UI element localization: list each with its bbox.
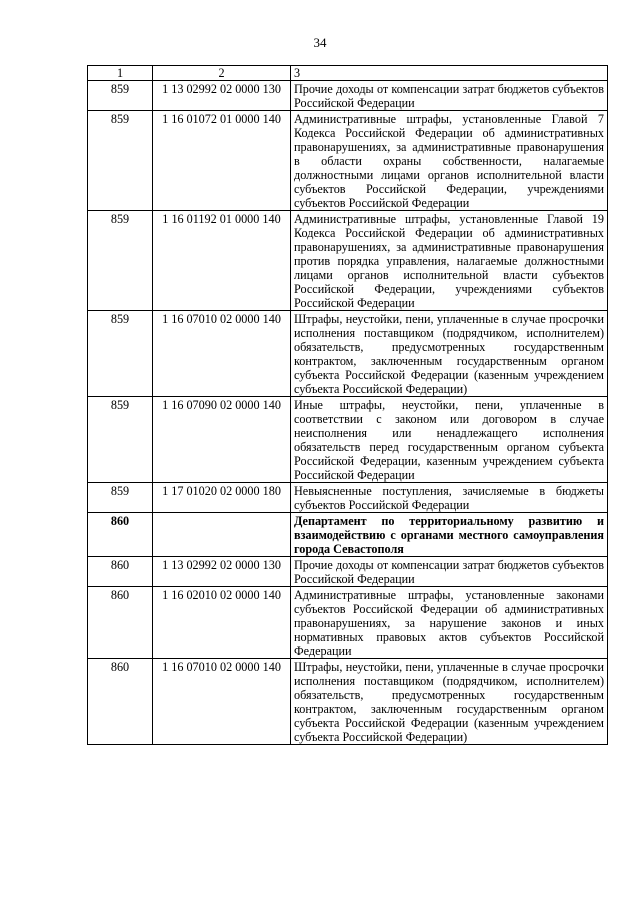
admin-code-cell: 859: [88, 211, 153, 311]
header-cell-1: 1: [88, 66, 153, 81]
header-cell-2: 2: [153, 66, 291, 81]
admin-code-cell: 859: [88, 81, 153, 111]
revenue-code-cell: 1 17 01020 02 0000 180: [153, 483, 291, 513]
description-cell: Прочие доходы от компенсации затрат бюджетов субъектов Российской Федерации: [291, 557, 608, 587]
description-cell: Иные штрафы, неустойки, пени, уплаченные в соответствии с законом или договором в случае неисполнения или ненадлежащего исполнения обязательств перед государственным органом субъекта Российской Федерации, казенным учреждением субъекта Российской Федерации: [291, 397, 608, 483]
admin-code-cell: 859: [88, 397, 153, 483]
revenue-code-cell: 1 16 07090 02 0000 140: [153, 397, 291, 483]
description-cell: Департамент по территориальному развитию и взаимодействию с органами местного самоуправления города Севастополя: [291, 513, 608, 557]
table-row: [88, 659, 608, 745]
revenue-code-cell: [153, 513, 291, 557]
table-body: [88, 66, 608, 745]
table-header-row: [88, 66, 608, 81]
page-number: 34: [313, 35, 327, 50]
revenue-code-cell: 1 13 02992 02 0000 130: [153, 557, 291, 587]
table-row: [88, 111, 608, 211]
description-cell: Штрафы, неустойки, пени, уплаченные в случае просрочки исполнения поставщиком (подрядчиком, исполнителем) обязательств, предусмотренных государственным контрактом, заключенным государственным органом субъекта Российской Федерации (казенным учреждением субъекта Российской Федерации): [291, 659, 608, 745]
description-cell: Административные штрафы, установленные законами субъектов Российской Федерации об административных правонарушениях, за нарушение законов и иных нормативных правовых актов субъектов Российской Федерации: [291, 587, 608, 659]
revenue-code-cell: 1 13 02992 02 0000 130: [153, 81, 291, 111]
admin-code-cell: 860: [88, 659, 153, 745]
admin-code-cell: 860: [88, 513, 153, 557]
admin-code-cell: 860: [88, 557, 153, 587]
description-cell: Штрафы, неустойки, пени, уплаченные в случае просрочки исполнения поставщиком (подрядчиком, исполнителем) обязательств, предусмотренных государственным контрактом, заключенным государственным органом субъекта Российской Федерации (казенным учреждением субъекта Российской Федерации): [291, 311, 608, 397]
table-row: [88, 513, 608, 557]
header-cell-3: 3: [291, 66, 608, 81]
admin-code-cell: 859: [88, 483, 153, 513]
admin-code-cell: 859: [88, 111, 153, 211]
revenue-code-cell: 1 16 02010 02 0000 140: [153, 587, 291, 659]
table-row: [88, 211, 608, 311]
revenue-code-cell: 1 16 01072 01 0000 140: [153, 111, 291, 211]
description-cell: Невыясненные поступления, зачисляемые в бюджеты субъектов Российской Федерации: [291, 483, 608, 513]
table-row: [88, 587, 608, 659]
table-row: [88, 397, 608, 483]
revenue-code-cell: 1 16 01192 01 0000 140: [153, 211, 291, 311]
admin-code-cell: 860: [88, 587, 153, 659]
table-row: [88, 311, 608, 397]
table-row: [88, 483, 608, 513]
revenue-codes-table: [87, 65, 608, 745]
revenue-code-cell: 1 16 07010 02 0000 140: [153, 659, 291, 745]
table-row: [88, 557, 608, 587]
admin-code-cell: 859: [88, 311, 153, 397]
description-cell: Административные штрафы, установленные Главой 19 Кодекса Российской Федерации об административных правонарушениях, за административные правонарушения против порядка управления, налагаемые должностными лицами органов исполнительной власти субъектов Российской Федерации, учреждениями субъектов Российской Федерации: [291, 211, 608, 311]
revenue-code-cell: 1 16 07010 02 0000 140: [153, 311, 291, 397]
table-row: [88, 81, 608, 111]
description-cell: Административные штрафы, установленные Главой 7 Кодекса Российской Федерации об административных правонарушениях, за административные правонарушения в области охраны собственности, налагаемые должностными лицами органов исполнительной власти субъектов Российской Федерации, учреждениями субъектов Российской Федерации: [291, 111, 608, 211]
description-cell: Прочие доходы от компенсации затрат бюджетов субъектов Российской Федерации: [291, 81, 608, 111]
